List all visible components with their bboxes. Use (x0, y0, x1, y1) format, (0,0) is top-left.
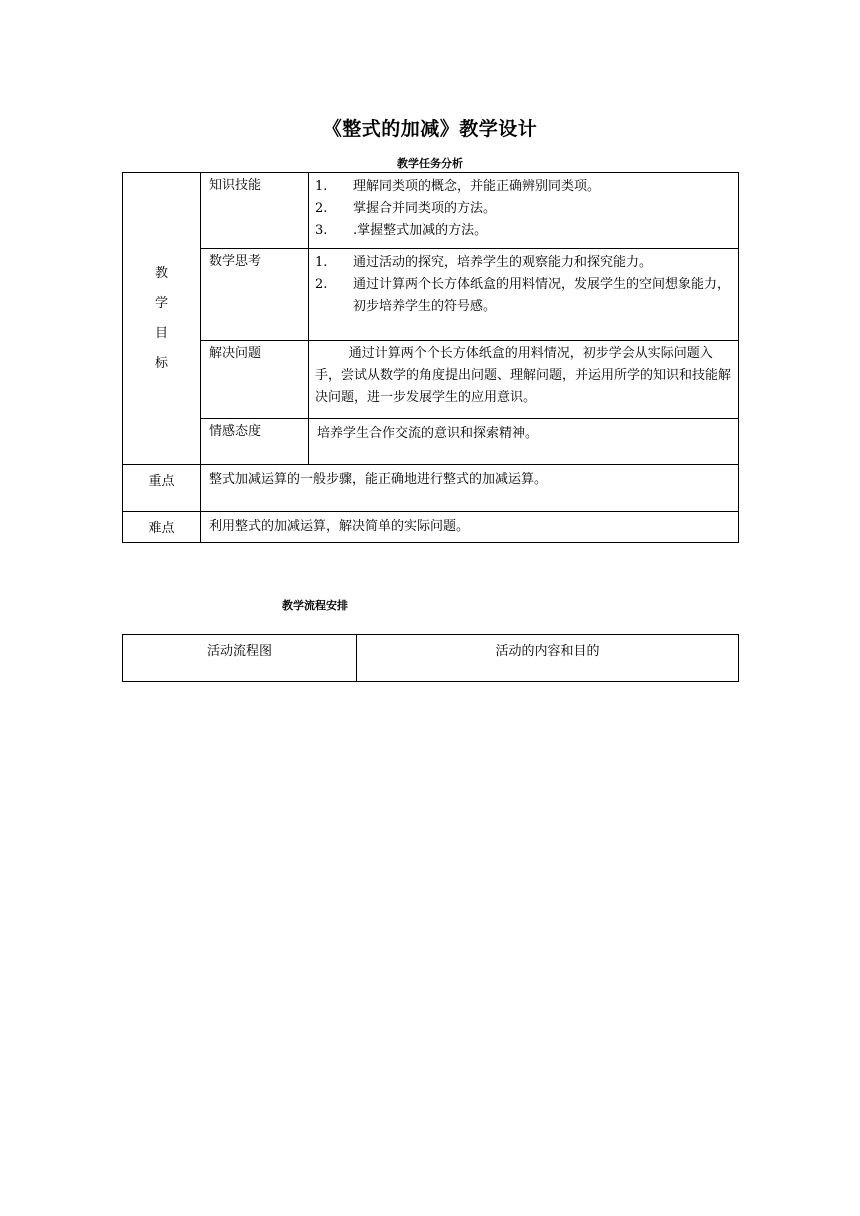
goal-label-char: 目 (154, 325, 168, 341)
goal-label-char: 教 (154, 265, 168, 281)
column-activity-flowchart: 活动流程图 (123, 635, 357, 682)
goal-row-problem-solving (123, 341, 739, 419)
key-point-content: 整式加减运算的一般步骤，能正确地进行整式的加减运算。 (201, 465, 739, 512)
category-knowledge-skills: 知识技能 (201, 173, 309, 249)
column-activity-content: 活动的内容和目的 (357, 635, 739, 682)
key-point-label: 重点 (123, 465, 201, 512)
document-title: 《整式的加减》教学设计 (322, 118, 538, 140)
category-attitude: 情感态度 (201, 419, 309, 465)
category-math-thinking: 数学思考 (201, 249, 309, 341)
goal-label-char: 标 (154, 355, 168, 371)
category-problem-solving: 解决问题 (201, 341, 309, 419)
task-analysis-table (122, 172, 739, 543)
list-item: 1. 理解同类项的概念，并能正确辨别同类项。 (315, 179, 601, 194)
process-header-row (123, 635, 739, 682)
goal-row-attitude (123, 419, 739, 465)
task-analysis-heading: 教学任务分析 (397, 157, 463, 170)
process-table (122, 634, 739, 682)
list-item: 2. 掌握合并同类项的方法。 (315, 201, 497, 216)
goal-row-knowledge (123, 173, 739, 249)
teaching-goals-label (123, 173, 201, 465)
goal-row-math-thinking (123, 249, 739, 341)
math-thinking-content (309, 249, 739, 341)
difficulty-content: 利用整式的加减运算，解决简单的实际问题。 (201, 512, 739, 543)
list-item: 2. 通过计算两个长方体纸盒的用料情况，发展学生的空间想象能力，初步培养学生的符号感。 (315, 277, 731, 314)
list-item: 3. .掌握整式加减的方法。 (315, 223, 488, 238)
goal-label-char: 学 (154, 295, 168, 311)
key-point-row (123, 465, 739, 512)
attitude-content: 培养学生合作交流的意识和探索精神。 (309, 419, 739, 465)
list-item: 1. 通过活动的探究，培养学生的观察能力和探究能力。 (315, 255, 653, 270)
difficulty-label: 难点 (123, 512, 201, 543)
problem-solving-content: 通过计算两个个长方体纸盒的用料情况，初步学会从实际问题入手，尝试从数学的角度提出问题、理解问题，并运用所学的知识和技能解决问题，进一步发展学生的应用意识。 (309, 341, 739, 419)
difficulty-row (123, 512, 739, 543)
process-heading: 教学流程安排 (282, 599, 348, 612)
knowledge-skills-content (309, 173, 739, 249)
